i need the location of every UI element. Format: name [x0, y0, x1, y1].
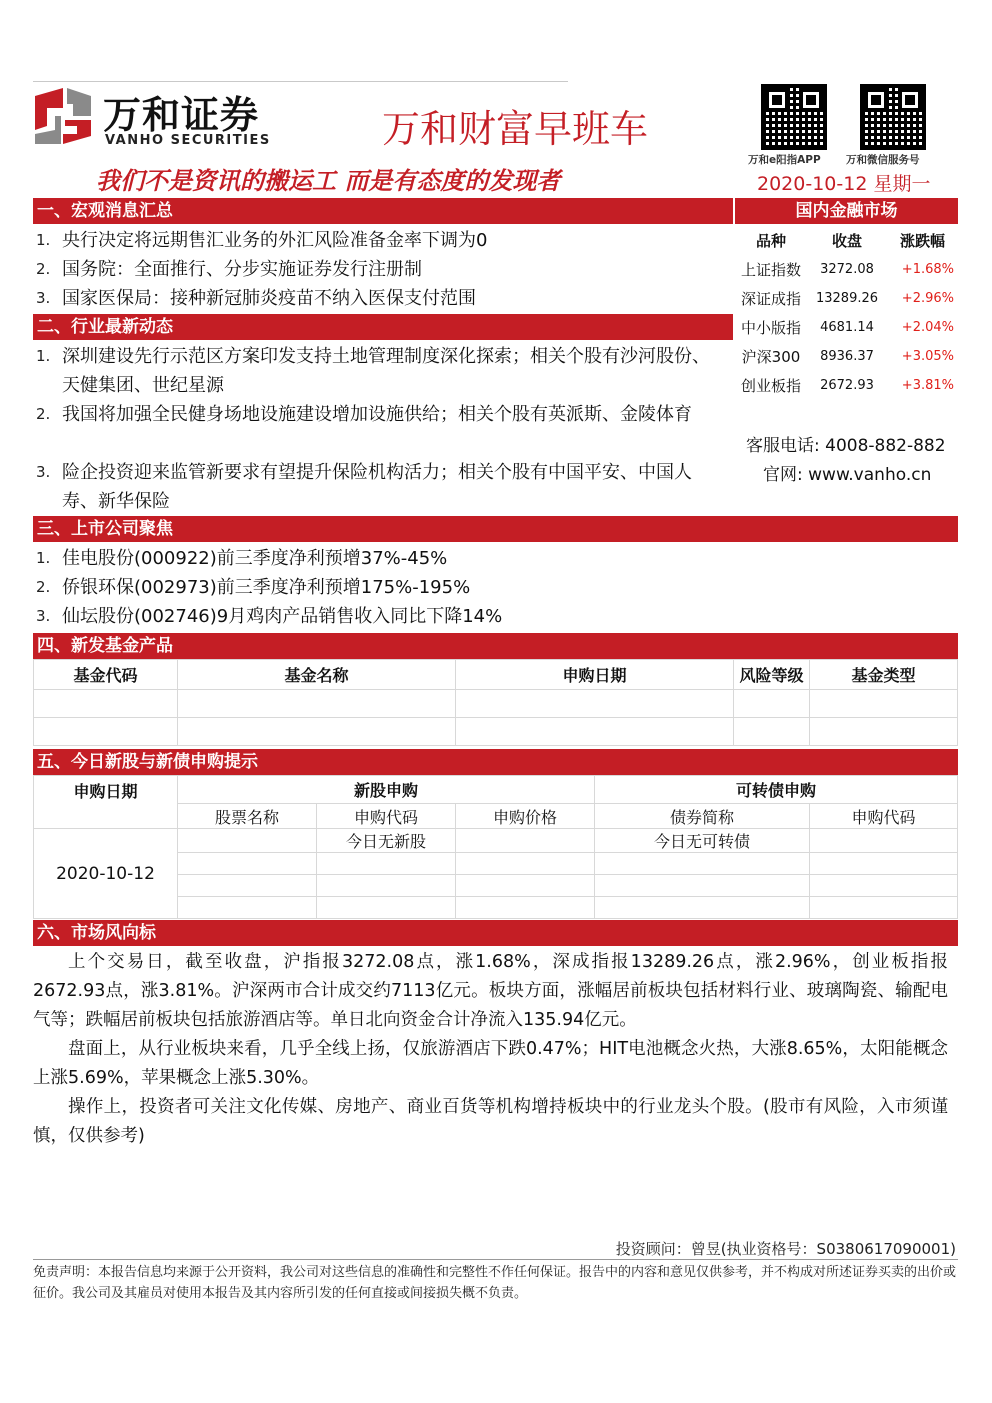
- disclaimer: 免责声明：本报告信息均来源于公开资料，我公司对这些信息的准确性和完整性不作任何保证。报告中的内容和意见仅供参考，并不构成对所述证券买卖的出价或征价。我公司及其雇员对使用本报告及其内容所引发的任何直接或间接损失概不负责。: [33, 1265, 957, 1301]
- section-macro-header: 一、宏观消息汇总: [33, 198, 733, 224]
- industry-item: [36, 342, 726, 400]
- market-col-change: 涨跌幅: [899, 232, 945, 250]
- section-ipo-header: 五、今日新股与新债申购提示: [33, 749, 958, 775]
- company-item: [36, 602, 946, 631]
- industry-item-text: 深圳建设先行示范区方案印发支持土地管理制度深化探索；相关个股有沙河股份、天健集团、世纪星源: [62, 346, 710, 396]
- company-item-text: 侨银环保(002973)前三季度净利预增175%-195%: [62, 577, 471, 598]
- qr-wechat-label: 万和微信服务号: [846, 154, 920, 166]
- industry-item-number: 2.: [36, 405, 51, 423]
- index-change: +3.05%: [901, 349, 954, 364]
- company-item-number: 2.: [36, 578, 51, 596]
- macro-item-text: 国务院：全面推行、分步实施证券发行注册制: [62, 259, 422, 280]
- company-item-number: 3.: [36, 607, 51, 625]
- index-name: 上证指数: [740, 261, 801, 279]
- advisor: 投资顾问：曾昱(执业资格号：S0380617090001): [615, 1240, 956, 1258]
- ipo-col-bond-name: 债券简称: [595, 804, 810, 829]
- commentary-paragraph: 操作上，投资者可关注文化传媒、房地产、商业百货等机构增持板块中的行业龙头个股。(股市有风险，入市须谨慎，仅供参考): [33, 1097, 948, 1146]
- ipo-col-stock-name: 股票名称: [178, 804, 317, 829]
- ipo-date: 2020-10-12: [34, 829, 178, 919]
- macro-item-number: 3.: [36, 289, 51, 307]
- macro-item: [36, 284, 726, 313]
- index-name: 沪深300: [741, 348, 801, 366]
- macro-item-text: 央行决定将远期售汇业务的外汇风险准备金率下调为0: [62, 230, 488, 251]
- industry-item-number: 3.: [36, 463, 51, 481]
- index-change: +2.04%: [901, 320, 954, 335]
- logo-mark-icon: [33, 86, 93, 146]
- qr-code-wechat-icon: [860, 84, 926, 150]
- fund-header-row: [34, 660, 958, 690]
- index-name: 创业板指: [740, 377, 801, 395]
- market-header-row: [735, 226, 958, 255]
- section-fund-header: 四、新发基金产品: [33, 633, 958, 659]
- section-industry-header: 二、行业最新动态: [33, 314, 733, 340]
- index-close: 3272.08: [820, 262, 874, 277]
- report-date: 2020-10-12 星期一: [757, 173, 931, 195]
- ipo-group-bond: 可转债申购: [595, 776, 958, 804]
- fund-col-code: 基金代码: [34, 660, 178, 690]
- macro-item-text: 国家医保局：接种新冠肺炎疫苗不纳入医保支付范围: [62, 288, 476, 309]
- ipo-col-bond-code: 申购代码: [810, 804, 958, 829]
- fund-col-name: 基金名称: [178, 660, 456, 690]
- company-item: [36, 544, 946, 573]
- hotline: 客服电话: 4008-882-882: [746, 436, 946, 456]
- market-row: [735, 255, 958, 284]
- slogan: 我们不是资讯的搬运工 而是有态度的发现者: [96, 166, 561, 195]
- ipo-no-bond: 今日无可转债: [595, 829, 810, 853]
- footer-rule: [33, 1259, 958, 1260]
- section-companies-header: 三、上市公司聚焦: [33, 516, 958, 542]
- company-item-number: 1.: [36, 549, 51, 567]
- macro-item: [36, 226, 726, 255]
- ipo-header-row: [34, 776, 958, 804]
- company-item-text: 仙坛股份(002746)9月鸡肉产品销售收入同比下降14%: [62, 606, 503, 627]
- macro-item: [36, 255, 726, 284]
- ipo-table: [33, 775, 958, 919]
- market-row: [735, 284, 958, 313]
- fund-col-risk: 风险等级: [734, 660, 810, 690]
- macro-item-number: 1.: [36, 231, 51, 249]
- fund-row: [34, 690, 958, 718]
- ipo-col-date: 申购日期: [34, 776, 178, 829]
- index-name: 深证成指: [740, 290, 801, 308]
- index-close: 4681.14: [820, 320, 874, 335]
- market-row: [735, 371, 958, 400]
- market-row: [735, 342, 958, 371]
- market-col-name: 品种: [755, 232, 786, 250]
- market-table: [735, 226, 958, 400]
- index-close: 2672.93: [820, 378, 874, 393]
- website: 官网: www.vanho.cn: [763, 465, 932, 485]
- qr-app-label: 万和e阳指APP: [748, 154, 821, 166]
- market-panel-header: [735, 198, 958, 224]
- index-close: 8936.37: [820, 349, 874, 364]
- commentary-paragraph: 上个交易日，截至收盘，沪指报3272.08点，涨1.68%，深成指报13289.26点，涨2.96%，创业板指报2672.93点，涨3.81%。沪深两市合计成交约7113亿元。板块方面，涨幅居前板块包括材料行业、玻璃陶瓷、输配电气等；跌幅居前板块包括旅游酒店等。单日北向资金合计净流入135.94亿元。: [33, 952, 948, 1030]
- macro-item-number: 2.: [36, 260, 51, 278]
- fund-col-type: 基金类型: [810, 660, 958, 690]
- fund-table: [33, 659, 958, 746]
- logo-cn: 万和证券: [103, 93, 260, 137]
- company-item-text: 佳电股份(000922)前三季度净利预增37%-45%: [62, 548, 448, 569]
- ipo-col-stock-code: 申购代码: [317, 804, 456, 829]
- industry-item-text: 险企投资迎来监管新要求有望提升保险机构活力；相关个股有中国平安、中国人寿、新华保险: [62, 462, 692, 512]
- industry-item-number: 1.: [36, 347, 51, 365]
- fund-col-date: 申购日期: [456, 660, 734, 690]
- ipo-row: [34, 829, 958, 853]
- logo-en: VANHO SECURITIES: [105, 133, 271, 148]
- index-name: 中小版指: [740, 319, 801, 337]
- industry-item: [36, 400, 726, 429]
- commentary-paragraph: 盘面上，从行业板块来看，几乎全线上扬，仅旅游酒店下跌0.47%；HIT电池概念火热，大涨8.65%，太阳能概念上涨5.69%，苹果概念上涨5.30%。: [33, 1039, 948, 1088]
- page-title: 万和财富早班车: [382, 107, 649, 151]
- market-row: [735, 313, 958, 342]
- ipo-col-stock-price: 申购价格: [456, 804, 595, 829]
- market-col-close: 收盘: [831, 232, 862, 250]
- logo: [33, 86, 93, 146]
- industry-item-text: 我国将加强全民健身场地设施建设增加设施供给；相关个股有英派斯、金陵体育: [62, 404, 692, 425]
- industry-item: [36, 458, 726, 516]
- section-commentary-header: 六、市场风向标: [33, 920, 958, 946]
- ipo-group-stock: 新股申购: [178, 776, 595, 804]
- company-item: [36, 573, 946, 602]
- index-change: +1.68%: [901, 262, 954, 277]
- ipo-no-stock: 今日无新股: [317, 829, 456, 853]
- index-close: 13289.26: [815, 291, 879, 306]
- market-panel-title: 国内金融市场: [795, 201, 898, 221]
- index-change: +2.96%: [901, 291, 954, 306]
- qr-code-app-icon: [761, 84, 827, 150]
- index-change: +3.81%: [901, 378, 954, 393]
- header-top-line: [33, 81, 568, 82]
- fund-row: [34, 718, 958, 746]
